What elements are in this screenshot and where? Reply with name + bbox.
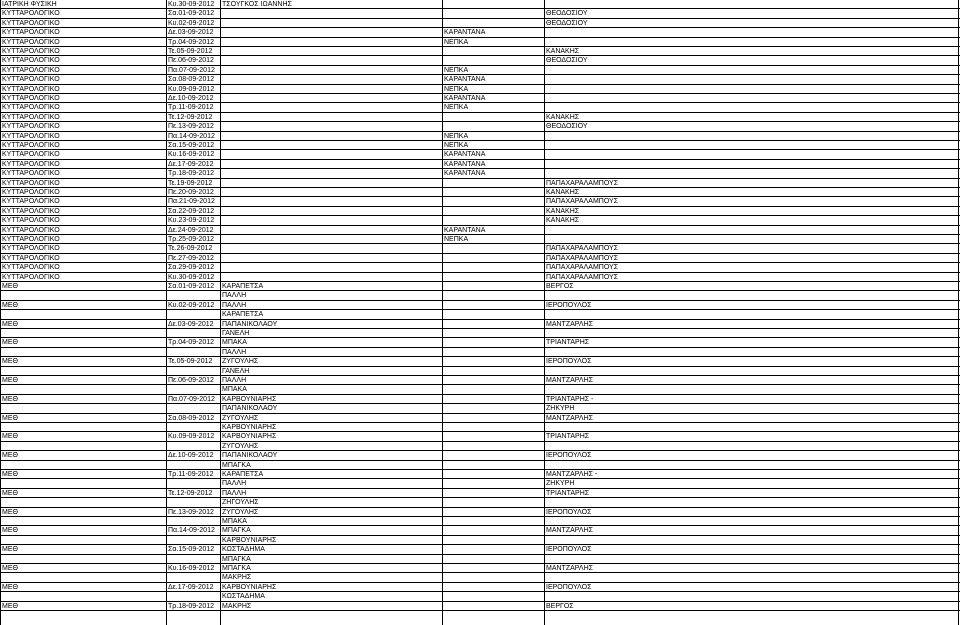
date-cell: Σα.01-09-2012 xyxy=(168,10,215,18)
date-cell: Δε.10-09-2012 xyxy=(168,452,214,460)
staff-c-cell: ΘΕΟΔΟΣΙΟΥ xyxy=(546,123,588,131)
date-cell: Τε.05-09-2012 xyxy=(168,48,213,55)
staff-c-cell: ΙΕΡΟΠΟΥΛΟΣ xyxy=(546,583,592,591)
department-cell: ΚΥΤΤΑΡΟΛΟΓΙΚΟ xyxy=(2,236,60,243)
date-cell: Πα.14-09-2012 xyxy=(168,132,215,140)
staff-c-cell: ΚΑΝΑΚΗΣ xyxy=(546,48,580,55)
table-row xyxy=(0,254,960,263)
staff-a-cell: ΓΑΝΕΛΗ xyxy=(222,330,250,337)
staff-a-cell: ΠΑΠΑΝΙΚΟΛΑΟΥ xyxy=(222,452,278,460)
date-cell: Δε.03-09-2012 xyxy=(168,320,214,328)
grid-line xyxy=(0,0,1,625)
staff-a-cell: ΜΠΑΚΑ xyxy=(222,339,247,347)
staff-c-cell: ΜΑΝΤΖΑΡΛΗΣ xyxy=(546,320,593,328)
staff-c-cell: ΜΑΝΤΖΑΡΛΗΣ xyxy=(546,565,593,572)
table-row xyxy=(0,150,960,159)
department-cell: ΚΥΤΤΑΡΟΛΟΓΙΚΟ xyxy=(2,10,60,18)
department-cell: ΚΥΤΤΑΡΟΛΟΓΙΚΟ xyxy=(2,29,60,37)
staff-b-cell: ΚΑΡΑΝΤΑΝΑ xyxy=(444,160,486,168)
date-cell: Πε.13-09-2012 xyxy=(168,123,214,131)
table-row xyxy=(0,583,960,592)
department-cell: ΚΥΤΤΑΡΟΛΟΓΙΚΟ xyxy=(2,217,60,225)
staff-b-cell: ΝΕΠΚΑ xyxy=(444,236,469,243)
table-row xyxy=(0,376,960,385)
department-cell: ΜΕΘ xyxy=(2,527,18,535)
date-cell: Κυ.02-09-2012 xyxy=(168,301,215,309)
staff-c-cell: ΠΑΠΑΧΑΡΑΛΑΜΠΟΥΣ xyxy=(546,264,619,272)
table-row xyxy=(0,555,960,564)
staff-c-cell: ΜΑΝΤΖΑΡΛΗΣ xyxy=(546,414,593,422)
department-cell: ΚΥΤΤΑΡΟΛΟΓΙΚΟ xyxy=(2,38,60,46)
table-row xyxy=(0,273,960,282)
date-cell: Πα.07-09-2012 xyxy=(168,66,215,74)
department-cell: ΚΥΤΤΑΡΟΛΟΓΙΚΟ xyxy=(2,57,60,65)
table-row xyxy=(0,442,960,451)
department-cell: ΚΥΤΤΑΡΟΛΟΓΙΚΟ xyxy=(2,48,60,55)
department-cell: ΙΑΤΡΙΚΗ ΦΥΣΙΚΗ xyxy=(2,1,57,8)
department-cell: ΚΥΤΤΑΡΟΛΟΓΙΚΟ xyxy=(2,160,60,168)
date-cell: Σα.15-09-2012 xyxy=(168,546,215,554)
staff-b-cell: ΝΕΠΚΑ xyxy=(444,38,469,46)
date-cell: Κυ.16-09-2012 xyxy=(168,151,215,159)
staff-c-cell: ΠΑΠΑΧΑΡΑΛΑΜΠΟΥΣ xyxy=(546,254,619,262)
department-cell: ΜΕΘ xyxy=(2,546,18,554)
table-row xyxy=(0,179,960,188)
staff-a-cell: ΠΑΠΑΝΙΚΟΛΑΟΥ xyxy=(222,405,278,413)
staff-a-cell: ΖΥΓΟΥΛΗΣ xyxy=(222,414,259,422)
department-cell: ΚΥΤΤΑΡΟΛΟΓΙΚΟ xyxy=(2,273,60,281)
table-row xyxy=(0,244,960,253)
date-cell: Τρ.11-09-2012 xyxy=(168,471,214,478)
staff-b-cell: ΝΕΠΚΑ xyxy=(444,66,469,74)
table-row xyxy=(0,357,960,366)
staff-c-cell: ΠΑΠΑΧΑΡΑΛΑΜΠΟΥΣ xyxy=(546,198,619,206)
table-row xyxy=(0,479,960,488)
date-cell: Πα.07-09-2012 xyxy=(168,395,215,403)
grid-line xyxy=(220,0,221,625)
department-cell: ΜΕΘ xyxy=(2,339,18,347)
staff-a-cell: ΖΗΓΟΥΛΗΣ xyxy=(222,499,259,507)
staff-c-cell: ΖΗΚΥΡΗ xyxy=(546,405,575,413)
table-row xyxy=(0,338,960,347)
staff-a-cell: ΠΑΠΑΝΙΚΟΛΑΟΥ xyxy=(222,320,278,328)
department-cell: ΚΥΤΤΑΡΟΛΟΓΙΚΟ xyxy=(2,198,60,206)
staff-c-cell: ΙΕΡΟΠΟΥΛΟΣ xyxy=(546,508,592,516)
department-cell: ΚΥΤΤΑΡΟΛΟΓΙΚΟ xyxy=(2,264,60,272)
table-row xyxy=(0,19,960,28)
table-row xyxy=(0,329,960,338)
staff-b-cell: ΚΑΡΑΝΤΑΝΑ xyxy=(444,95,486,102)
staff-b-cell: ΚΑΡΑΝΤΑΝΑ xyxy=(444,76,486,84)
staff-b-cell: ΚΑΡΑΝΤΑΝΑ xyxy=(444,226,486,234)
table-row xyxy=(0,216,960,225)
table-row xyxy=(0,526,960,535)
table-row xyxy=(0,592,960,601)
table-row xyxy=(0,320,960,329)
date-cell: Δε.10-09-2012 xyxy=(168,95,214,102)
staff-c-cell: ΤΡΙΑΝΤΑΡΗΣ - xyxy=(546,395,594,403)
staff-a-cell: ΠΑΛΛΗ xyxy=(222,377,247,384)
department-cell: ΜΕΘ xyxy=(2,452,18,460)
department-cell: ΚΥΤΤΑΡΟΛΟΓΙΚΟ xyxy=(2,95,60,102)
table-row xyxy=(0,103,960,112)
staff-c-cell: ΜΑΝΤΖΑΡΛΗΣ xyxy=(546,527,593,535)
table-row xyxy=(0,282,960,291)
table-row xyxy=(0,38,960,47)
date-cell: Πε.20-09-2012 xyxy=(168,189,214,196)
staff-a-cell: ΤΣΟΥΓΚΟΣ ΙΩΑΝΝΗΣ xyxy=(222,1,292,8)
staff-c-cell: ΙΕΡΟΠΟΥΛΟΣ xyxy=(546,301,592,309)
table-row xyxy=(0,66,960,75)
date-cell: Πε.27-09-2012 xyxy=(168,254,214,262)
department-cell: ΚΥΤΤΑΡΟΛΟΓΙΚΟ xyxy=(2,151,60,159)
table-row xyxy=(0,470,960,479)
department-cell: ΚΥΤΤΑΡΟΛΟΓΙΚΟ xyxy=(2,226,60,234)
grid-line xyxy=(166,0,167,625)
table-row xyxy=(0,414,960,423)
staff-c-cell: ΙΕΡΟΠΟΥΛΟΣ xyxy=(546,358,592,366)
date-cell: Πε.06-09-2012 xyxy=(168,57,214,65)
department-cell: ΜΕΘ xyxy=(2,395,18,403)
table-row xyxy=(0,545,960,554)
date-cell: Τρ.11-09-2012 xyxy=(168,104,214,112)
department-cell: ΜΕΘ xyxy=(2,433,18,441)
table-row xyxy=(0,207,960,216)
table-row xyxy=(0,564,960,573)
staff-c-cell: ΙΕΡΟΠΟΥΛΟΣ xyxy=(546,546,592,554)
date-cell: Τε.12-09-2012 xyxy=(168,489,213,497)
date-cell: Δε.03-09-2012 xyxy=(168,29,214,37)
table-row xyxy=(0,0,960,9)
table-row xyxy=(0,367,960,376)
staff-a-cell: ΚΑΡΑΠΕΤΣΑ xyxy=(222,283,264,290)
grid-line xyxy=(442,0,443,625)
table-row xyxy=(0,461,960,470)
department-cell: ΜΕΘ xyxy=(2,583,18,591)
table-row xyxy=(0,348,960,357)
staff-c-cell: ΒΕΡΓΟΣ xyxy=(546,602,574,610)
date-cell: Τρ.25-09-2012 xyxy=(168,236,215,243)
date-cell: Κυ.30-09-2012 xyxy=(168,273,215,281)
department-cell: ΜΕΘ xyxy=(2,358,18,366)
date-cell: Σα.29-09-2012 xyxy=(168,264,215,272)
date-cell: Τε.12-09-2012 xyxy=(168,113,213,121)
staff-c-cell: ΤΡΙΑΝΤΑΡΗΣ xyxy=(546,339,590,347)
department-cell: ΚΥΤΤΑΡΟΛΟΓΙΚΟ xyxy=(2,189,60,196)
staff-a-cell: ΜΠΑΓΚΑ xyxy=(222,555,251,563)
staff-a-cell: ΜΠΑΚΑ xyxy=(222,386,247,394)
date-cell: Πα.14-09-2012 xyxy=(168,527,215,535)
staff-c-cell: ΘΕΟΔΟΣΙΟΥ xyxy=(546,10,588,18)
date-cell: Πα.21-09-2012 xyxy=(168,198,215,206)
date-cell: Δε.24-09-2012 xyxy=(168,226,214,234)
table-row xyxy=(0,160,960,169)
date-cell: Κυ.16-09-2012 xyxy=(168,565,215,572)
table-row xyxy=(0,423,960,432)
date-cell: Τρ.04-09-2012 xyxy=(168,339,215,347)
department-cell: ΚΥΤΤΑΡΟΛΟΓΙΚΟ xyxy=(2,254,60,262)
department-cell: ΚΥΤΤΑΡΟΛΟΓΙΚΟ xyxy=(2,113,60,121)
staff-a-cell: ΚΑΡΒΟΥΝΙΑΡΗΣ xyxy=(222,395,277,403)
department-cell: ΜΕΘ xyxy=(2,320,18,328)
department-cell: ΚΥΤΤΑΡΟΛΟΓΙΚΟ xyxy=(2,245,60,253)
table-row xyxy=(0,94,960,103)
date-cell: Τε.26-09-2012 xyxy=(168,245,213,253)
date-cell: Σα.01-09-2012 xyxy=(168,283,215,290)
staff-a-cell: ΜΑΚΡΗΣ xyxy=(222,574,252,582)
staff-b-cell: ΝΕΠΚΑ xyxy=(444,142,469,149)
staff-c-cell: ΠΑΠΑΧΑΡΑΛΑΜΠΟΥΣ xyxy=(546,273,619,281)
staff-c-cell: ΙΕΡΟΠΟΥΛΟΣ xyxy=(546,452,592,460)
department-cell: ΜΕΘ xyxy=(2,489,18,497)
department-cell: ΚΥΤΤΑΡΟΛΟΓΙΚΟ xyxy=(2,76,60,84)
staff-a-cell: ΚΩΣΤΑΔΗΜΑ xyxy=(222,546,265,554)
table-row xyxy=(0,188,960,197)
date-cell: Κυ.02-09-2012 xyxy=(168,19,215,27)
staff-a-cell: ΖΥΓΟΥΛΗΣ xyxy=(222,358,259,366)
table-row xyxy=(0,122,960,131)
table-row xyxy=(0,536,960,545)
department-cell: ΜΕΘ xyxy=(2,414,18,422)
table-row xyxy=(0,573,960,582)
table-row xyxy=(0,113,960,122)
date-cell: Σα.08-09-2012 xyxy=(168,414,215,422)
date-cell: Πε.06-09-2012 xyxy=(168,377,214,384)
date-cell: Δε.17-09-2012 xyxy=(168,160,214,168)
grid-line xyxy=(958,0,959,625)
table-row xyxy=(0,263,960,272)
staff-c-cell: ΠΑΠΑΧΑΡΑΛΑΜΠΟΥΣ xyxy=(546,179,619,187)
staff-a-cell: ΜΠΑΓΚΑ xyxy=(222,461,251,469)
table-row xyxy=(0,28,960,37)
table-row xyxy=(0,132,960,141)
date-cell: Τρ.18-09-2012 xyxy=(168,602,215,610)
table-row xyxy=(0,489,960,498)
date-cell: Σα.22-09-2012 xyxy=(168,207,215,215)
department-cell: ΜΕΘ xyxy=(2,283,18,290)
table-row xyxy=(0,432,960,441)
department-cell: ΚΥΤΤΑΡΟΛΟΓΙΚΟ xyxy=(2,179,60,187)
table-row xyxy=(0,508,960,517)
staff-c-cell: ΜΑΝΤΖΑΡΛΗΣ - xyxy=(546,471,598,478)
table-row xyxy=(0,602,960,611)
table-row xyxy=(0,385,960,394)
staff-a-cell: ΚΑΡΑΠΕΤΣΑ xyxy=(222,311,264,319)
staff-a-cell: ΚΑΡΒΟΥΝΙΑΡΗΣ xyxy=(222,536,277,544)
staff-b-cell: ΝΕΠΚΑ xyxy=(444,85,469,93)
staff-c-cell: ΘΕΟΔΟΣΙΟΥ xyxy=(546,19,588,27)
table-row xyxy=(0,56,960,65)
date-cell: Κυ.09-09-2012 xyxy=(168,433,215,441)
date-cell: Τε.19-09-2012 xyxy=(168,179,213,187)
staff-c-cell: ΚΑΝΑΚΗΣ xyxy=(546,217,580,225)
date-cell: Κυ.09-09-2012 xyxy=(168,85,215,93)
table-row xyxy=(0,291,960,300)
table-row xyxy=(0,395,960,404)
staff-c-cell: ΤΡΙΑΝΤΑΡΗΣ xyxy=(546,489,590,497)
department-cell: ΚΥΤΤΑΡΟΛΟΓΙΚΟ xyxy=(2,170,60,178)
date-cell: Τρ.04-09-2012 xyxy=(168,38,215,46)
staff-a-cell: ΠΑΛΛΗ xyxy=(222,301,247,309)
table-row xyxy=(0,197,960,206)
department-cell: ΚΥΤΤΑΡΟΛΟΓΙΚΟ xyxy=(2,207,60,215)
staff-a-cell: ΠΑΛΛΗ xyxy=(222,489,247,497)
staff-b-cell: ΚΑΡΑΝΤΑΝΑ xyxy=(444,170,486,178)
staff-a-cell: ΚΑΡΒΟΥΝΙΑΡΗΣ xyxy=(222,433,277,441)
table-row xyxy=(0,310,960,319)
date-cell: Σα.08-09-2012 xyxy=(168,76,215,84)
table-row xyxy=(0,9,960,18)
staff-a-cell: ΚΑΡΑΠΕΤΣΑ xyxy=(222,471,264,478)
department-cell: ΚΥΤΤΑΡΟΛΟΓΙΚΟ xyxy=(2,104,60,112)
staff-c-cell: ΜΑΝΤΖΑΡΛΗΣ xyxy=(546,377,593,384)
staff-a-cell: ΠΑΛΛΗ xyxy=(222,292,247,300)
table-row xyxy=(0,75,960,84)
staff-b-cell: ΚΑΡΑΝΤΑΝΑ xyxy=(444,151,486,159)
staff-c-cell: ΘΕΟΔΟΣΙΟΥ xyxy=(546,57,588,65)
table-row xyxy=(0,85,960,94)
department-cell: ΚΥΤΤΑΡΟΛΟΓΙΚΟ xyxy=(2,19,60,27)
table-row xyxy=(0,169,960,178)
staff-a-cell: ΜΠΑΓΚΑ xyxy=(222,527,251,535)
date-cell: Κυ.30-09-2012 xyxy=(168,1,215,8)
department-cell: ΜΕΘ xyxy=(2,602,18,610)
staff-a-cell: ΜΑΚΡΗΣ xyxy=(222,602,252,610)
staff-a-cell: ΜΠΑΚΑ xyxy=(222,518,247,525)
table-row xyxy=(0,301,960,310)
department-cell: ΜΕΘ xyxy=(2,377,18,384)
table-row xyxy=(0,451,960,460)
staff-a-cell: ΖΥΓΟΥΛΗΣ xyxy=(222,508,259,516)
department-cell: ΚΥΤΤΑΡΟΛΟΓΙΚΟ xyxy=(2,132,60,140)
date-cell: Κυ.23-09-2012 xyxy=(168,217,215,225)
staff-c-cell: ΤΡΙΑΝΤΑΡΗΣ xyxy=(546,433,590,441)
table-row xyxy=(0,517,960,526)
department-cell: ΚΥΤΤΑΡΟΛΟΓΙΚΟ xyxy=(2,66,60,74)
table-row xyxy=(0,235,960,244)
staff-a-cell: ΜΠΑΓΚΑ xyxy=(222,565,251,572)
department-cell: ΜΕΘ xyxy=(2,301,18,309)
staff-a-cell: ΠΑΛΛΗ xyxy=(222,480,247,488)
department-cell: ΜΕΘ xyxy=(2,508,18,516)
department-cell: ΚΥΤΤΑΡΟΛΟΓΙΚΟ xyxy=(2,142,60,149)
table-row xyxy=(0,404,960,413)
date-cell: Τε.05-09-2012 xyxy=(168,358,213,366)
staff-c-cell: ΖΗΚΥΡΗ xyxy=(546,480,575,488)
staff-a-cell: ΚΑΡΒΟΥΝΙΑΡΗΣ xyxy=(222,424,277,431)
table-row xyxy=(0,47,960,56)
date-cell: Σα.15-09-2012 xyxy=(168,142,215,149)
department-cell: ΚΥΤΤΑΡΟΛΟΓΙΚΟ xyxy=(2,85,60,93)
staff-a-cell: ΖΥΓΟΥΛΗΣ xyxy=(222,442,259,450)
staff-a-cell: ΚΩΣΤΑΔΗΜΑ xyxy=(222,593,265,601)
staff-b-cell: ΚΑΡΑΝΤΑΝΑ xyxy=(444,29,486,37)
staff-b-cell: ΝΕΠΚΑ xyxy=(444,132,469,140)
staff-c-cell: ΚΑΝΑΚΗΣ xyxy=(546,207,580,215)
staff-a-cell: ΓΑΝΕΛΗ xyxy=(222,367,250,375)
grid-line xyxy=(544,0,545,625)
staff-c-cell: ΚΑΝΑΚΗΣ xyxy=(546,113,580,121)
staff-c-cell: ΒΕΡΓΟΣ xyxy=(546,283,574,290)
table-row xyxy=(0,141,960,150)
table-row xyxy=(0,498,960,507)
date-cell: Τρ.18-09-2012 xyxy=(168,170,215,178)
department-cell: ΜΕΘ xyxy=(2,565,18,572)
staff-a-cell: ΚΑΡΒΟΥΝΙΑΡΗΣ xyxy=(222,583,277,591)
table-row xyxy=(0,226,960,235)
staff-a-cell: ΠΑΛΛΗ xyxy=(222,348,247,356)
date-cell: Πε.13-09-2012 xyxy=(168,508,214,516)
department-cell: ΜΕΘ xyxy=(2,471,18,478)
staff-c-cell: ΚΑΝΑΚΗΣ xyxy=(546,189,580,196)
staff-b-cell: ΝΕΠΚΑ xyxy=(444,104,469,112)
date-cell: Δε.17-09-2012 xyxy=(168,583,214,591)
department-cell: ΚΥΤΤΑΡΟΛΟΓΙΚΟ xyxy=(2,123,60,131)
staff-c-cell: ΠΑΠΑΧΑΡΑΛΑΜΠΟΥΣ xyxy=(546,245,619,253)
